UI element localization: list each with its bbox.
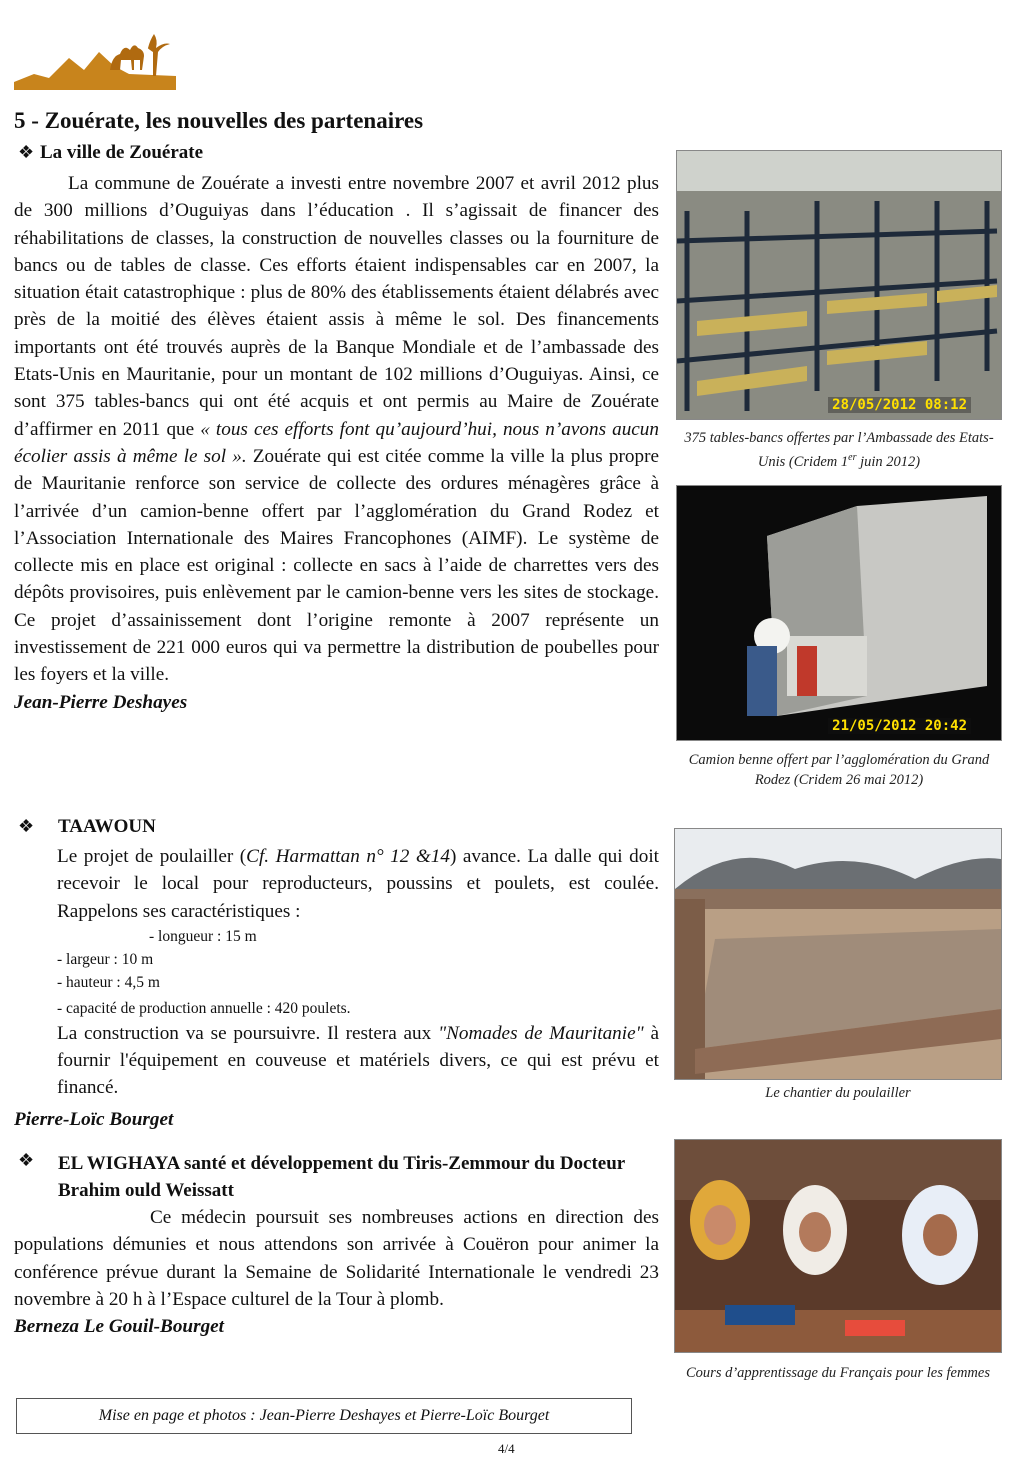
diamond-bullet-icon: ❖ — [18, 1150, 35, 1170]
camel-logo — [14, 30, 176, 90]
elwighaya-article — [14, 1204, 659, 1340]
harmattan-reference: Cf. Harmattan n° 12 &14 — [246, 846, 450, 867]
caption-superscript: er — [848, 452, 857, 463]
photo-tables-bancs — [676, 150, 1002, 420]
taawoun-heading-row — [18, 816, 156, 838]
zouerate-heading: La ville de Zouérate — [40, 142, 204, 163]
taawoun-heading: TAAWOUN — [58, 816, 156, 837]
caption-camion-benne: Camion benne offert par l’agglomération du Grand Rodez (Cridem 26 mai 2012) — [688, 752, 990, 788]
photo-camion-benne — [676, 485, 1002, 741]
spec-capacity: - capacité de production annuelle : 420 poulets. — [57, 999, 351, 1017]
zouerate-article — [14, 170, 659, 716]
spec-height: - hauteur : 4,5 m — [57, 973, 160, 991]
zouerate-heading-row — [18, 142, 203, 164]
elwighaya-heading: EL WIGHAYA santé et développement du Tiris-Zemmour du Docteur Brahim ould Weissatt — [58, 1153, 625, 1201]
taawoun-text: ) avance. La dalle qui doit recevoir le local pour reproducteurs, poussins et poulets, est coulée. Rappelons ses caractéristiques : — [57, 846, 659, 922]
zouerate-author: Jean-Pierre Deshayes — [14, 691, 188, 713]
caption-text: 375 tables-bancs offertes par l’Ambassade des Etats-Unis (Cridem 1 — [684, 430, 994, 470]
photo-timestamp: 28/05/2012 08:12 — [828, 397, 971, 413]
spec-width: - largeur : 10 m — [57, 950, 154, 968]
mayor-quote: « tous ces efforts font qu’aujourd’hui, nous n’avons aucun écolier assis à même le sol ». — [14, 418, 659, 467]
page-number: 4/4 — [498, 1441, 515, 1456]
spec-length: - longueur : 15 m — [149, 927, 257, 945]
cours-image — [675, 1140, 1001, 1352]
taawoun-text: Le projet de poulailler ( — [57, 846, 247, 867]
diamond-bullet-icon: ❖ — [18, 816, 35, 836]
photo-chantier-poulailler — [674, 828, 1002, 1080]
elwighaya-paragraph: Ce médecin poursuit ses nombreuses actions en direction des populations démunies et nous attendons son arrivée à Couëron pour animer la conférence prévue durant la Semaine de Solidarité Internationale le vendredi 23 novembre à 20 h à l’Espace culturel de la Tour à plomb. — [14, 1207, 659, 1310]
taawoun-article — [57, 843, 659, 1102]
caption-tables-bancs — [676, 428, 1002, 472]
elwighaya-heading-row — [18, 1150, 658, 1204]
caption-chantier: Le chantier du poulailler — [765, 1085, 911, 1101]
elwighaya-author: Berneza Le Gouil-Bourget — [14, 1316, 225, 1338]
tables-bancs-image — [677, 151, 1001, 419]
zouerate-paragraph-2: Zouérate qui est citée comme la ville la plus propre de Mauritanie renforce son service de collecte des ordures ménagères grâce à l’arrivée d’un camion-benne offert par l’agglomération du Grand Rodez et l’Association Internationale des Maires Francophones (AIMF). Le système de collecte mis en place est original : collecte en sacs à l’aide de charrettes vers des dépôts provisoires, puis enlèvement par le camion-benne vers les sites de stockage. Ce projet d’assainissement dont l’origine remonte à 2007 représente un investissement de 221 000 euros qui va permettre la distribution de poubelles pour les foyers et la ville. — [14, 445, 659, 686]
camion-benne-image — [677, 486, 1001, 740]
diamond-bullet-icon: ❖ — [18, 142, 35, 162]
chantier-image — [675, 829, 1001, 1079]
credits-footer: Mise en page et photos : Jean-Pierre Deshayes et Pierre-Loïc Bourget — [16, 1398, 632, 1434]
caption-cours: Cours d’apprentissage du Français pour les femmes — [686, 1365, 990, 1381]
zouerate-paragraph-1: La commune de Zouérate a investi entre novembre 2007 et avril 2012 plus de 300 millions d’Ouguiyas dans l’éducation . Il s’agissait de financer des réhabilitations de classes, la construction de nouvelles classes ou la fourniture de bancs ou de tables de classe. Ces efforts étaient indispensables car en 2007, la situation était catastrophique : plus de 80% des établissements étaient délabrés avec près de la moitié des élèves étaient assis à même le sol. Des financements importants ont été trouvés auprès de la Banque Mondiale et de l’ambassade des Etats-Unis en Mauritanie, pour un montant de 102 millions d’Ouguiyas. Ainsi, ce sont 375 tables-bancs qui ont été acquis et ont permis au Maire de Zouérate d’affirmer en 2011 que — [14, 173, 659, 440]
section-title: 5 - Zouérate, les nouvelles des partenaires — [14, 108, 424, 133]
photo-cours-francais — [674, 1139, 1002, 1353]
taawoun-text: La construction va se poursuivre. Il restera aux — [57, 1022, 439, 1044]
nomades-org: "Nomades de Mauritanie" — [438, 1022, 644, 1044]
caption-text: juin 2012) — [856, 453, 921, 470]
photo-timestamp: 21/05/2012 20:42 — [828, 718, 971, 734]
taawoun-author: Pierre-Loïc Bourget — [14, 1109, 174, 1130]
taawoun-text: à fournir l'équipement en couveuse et matériels divers, ce qui est prévu et financé. — [57, 1022, 659, 1099]
